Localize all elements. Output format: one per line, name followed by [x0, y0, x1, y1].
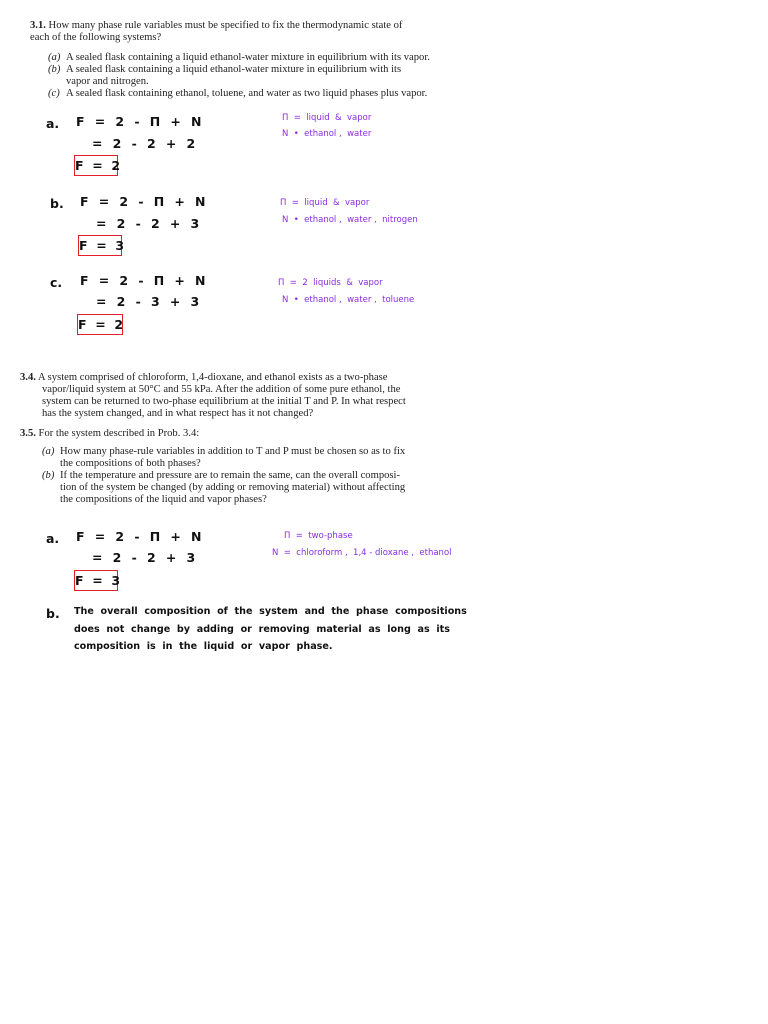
n-note: N = chloroform , 1,4 - dioxane , ethanol	[272, 548, 452, 558]
problem-3-5-part-a: (a) How many phase-rule variables in addition to T and P must be chosen so as to fix the compositions of both phases?	[42, 446, 406, 469]
problem-3-5: 3.5. For the system described in Prob. 3.4: (a) How many phase-rule variables in addition to T and P must be chosen so as to fix the compositions of both phases? (b) If the temperature and pressure are to remain the same, can the overall composi- tion of the system be changed (by adding or removing material) without affecting the compositions of the liquid and vapor phases?	[20, 428, 406, 505]
substituted-equation: = 2 - 2 + 3	[96, 216, 200, 231]
answer-line: The overall composition of the system and the phase compositions	[74, 606, 467, 617]
problem-3-1-stem: 3.1. How many phase rule variables must be specified to fix the thermodynamic state of	[30, 20, 403, 31]
problem-3-1-part-c: (c) A sealed flask containing ethanol, toluene, and water as two liquid phases plus vapor.	[48, 88, 428, 99]
answer-line: composition is in the liquid or vapor phase.	[74, 641, 333, 652]
problem-number: 3.4.	[20, 372, 36, 383]
problem-3-4: 3.4. A system comprised of chloroform, 1,4-dioxane, and ethanol exists as a two-phase vapor/liquid system at 50°C and 55 kPa. After the addition of some pure ethanol, the system can be returned to two-phase equilibrium at the initial T and P. In what respect has the system changed, and in what respect has it not changed?	[20, 372, 406, 419]
solution-label-c: c.	[50, 275, 63, 290]
boxed-answer: F = 2	[74, 155, 118, 176]
pi-note: Π = two-phase	[284, 531, 353, 541]
phase-rule-equation: F = 2 - Π + N	[76, 529, 203, 544]
phase-rule-equation: F = 2 - Π + N	[80, 194, 207, 209]
pi-note: Π = liquid & vapor	[280, 198, 370, 208]
solution-label-a: a.	[46, 531, 60, 546]
substituted-equation: = 2 - 2 + 3	[92, 550, 196, 565]
solution-label-b: b.	[50, 196, 64, 211]
pi-note: Π = liquid & vapor	[282, 113, 372, 123]
substituted-equation: = 2 - 3 + 3	[96, 294, 200, 309]
solution-label-b: b.	[46, 606, 60, 621]
problem-3-1-part-a: (a) A sealed flask containing a liquid ethanol-water mixture in equilibrium with its vapor.	[48, 52, 430, 63]
answer-line: does not change by adding or removing material as long as its	[74, 624, 450, 635]
phase-rule-equation: F = 2 - Π + N	[76, 114, 203, 129]
problem-number: 3.1.	[30, 20, 46, 31]
problem-3-5-part-b: (b) If the temperature and pressure are to remain the same, can the overall composi- tion of the system be changed (by adding or removing material) without affecting the compositions of the liquid and vapor phases?	[42, 470, 406, 505]
solution-label-a: a.	[46, 116, 60, 131]
boxed-answer: F = 3	[74, 570, 118, 591]
boxed-answer: F = 3	[78, 235, 122, 256]
problem-number: 3.5.	[20, 428, 36, 439]
phase-rule-equation: F = 2 - Π + N	[80, 273, 207, 288]
problem-3-1: 3.1. How many phase rule variables must be specified to fix the thermodynamic state of each of the following systems? (a) A sealed flask containing a liquid ethanol-water mixture in equilibrium with its vapor. (b) A sealed flask containing a liquid ethanol-water mixture in equilibrium with its vapor and nitrogen. (c) A sealed flask containing ethanol, toluene, and water as two liquid phases plus vapor.	[30, 20, 430, 99]
problem-3-1-part-b: (b) A sealed flask containing a liquid ethanol-water mixture in equilibrium with its vapor and nitrogen.	[48, 64, 402, 87]
substituted-equation: = 2 - 2 + 2	[92, 136, 196, 151]
n-note: N • ethanol , water , toluene	[282, 295, 415, 305]
n-note: N • ethanol , water	[282, 129, 372, 139]
n-note: N • ethanol , water , nitrogen	[282, 215, 418, 225]
boxed-answer: F = 2	[77, 314, 123, 335]
pi-note: Π = 2 liquids & vapor	[278, 278, 383, 288]
